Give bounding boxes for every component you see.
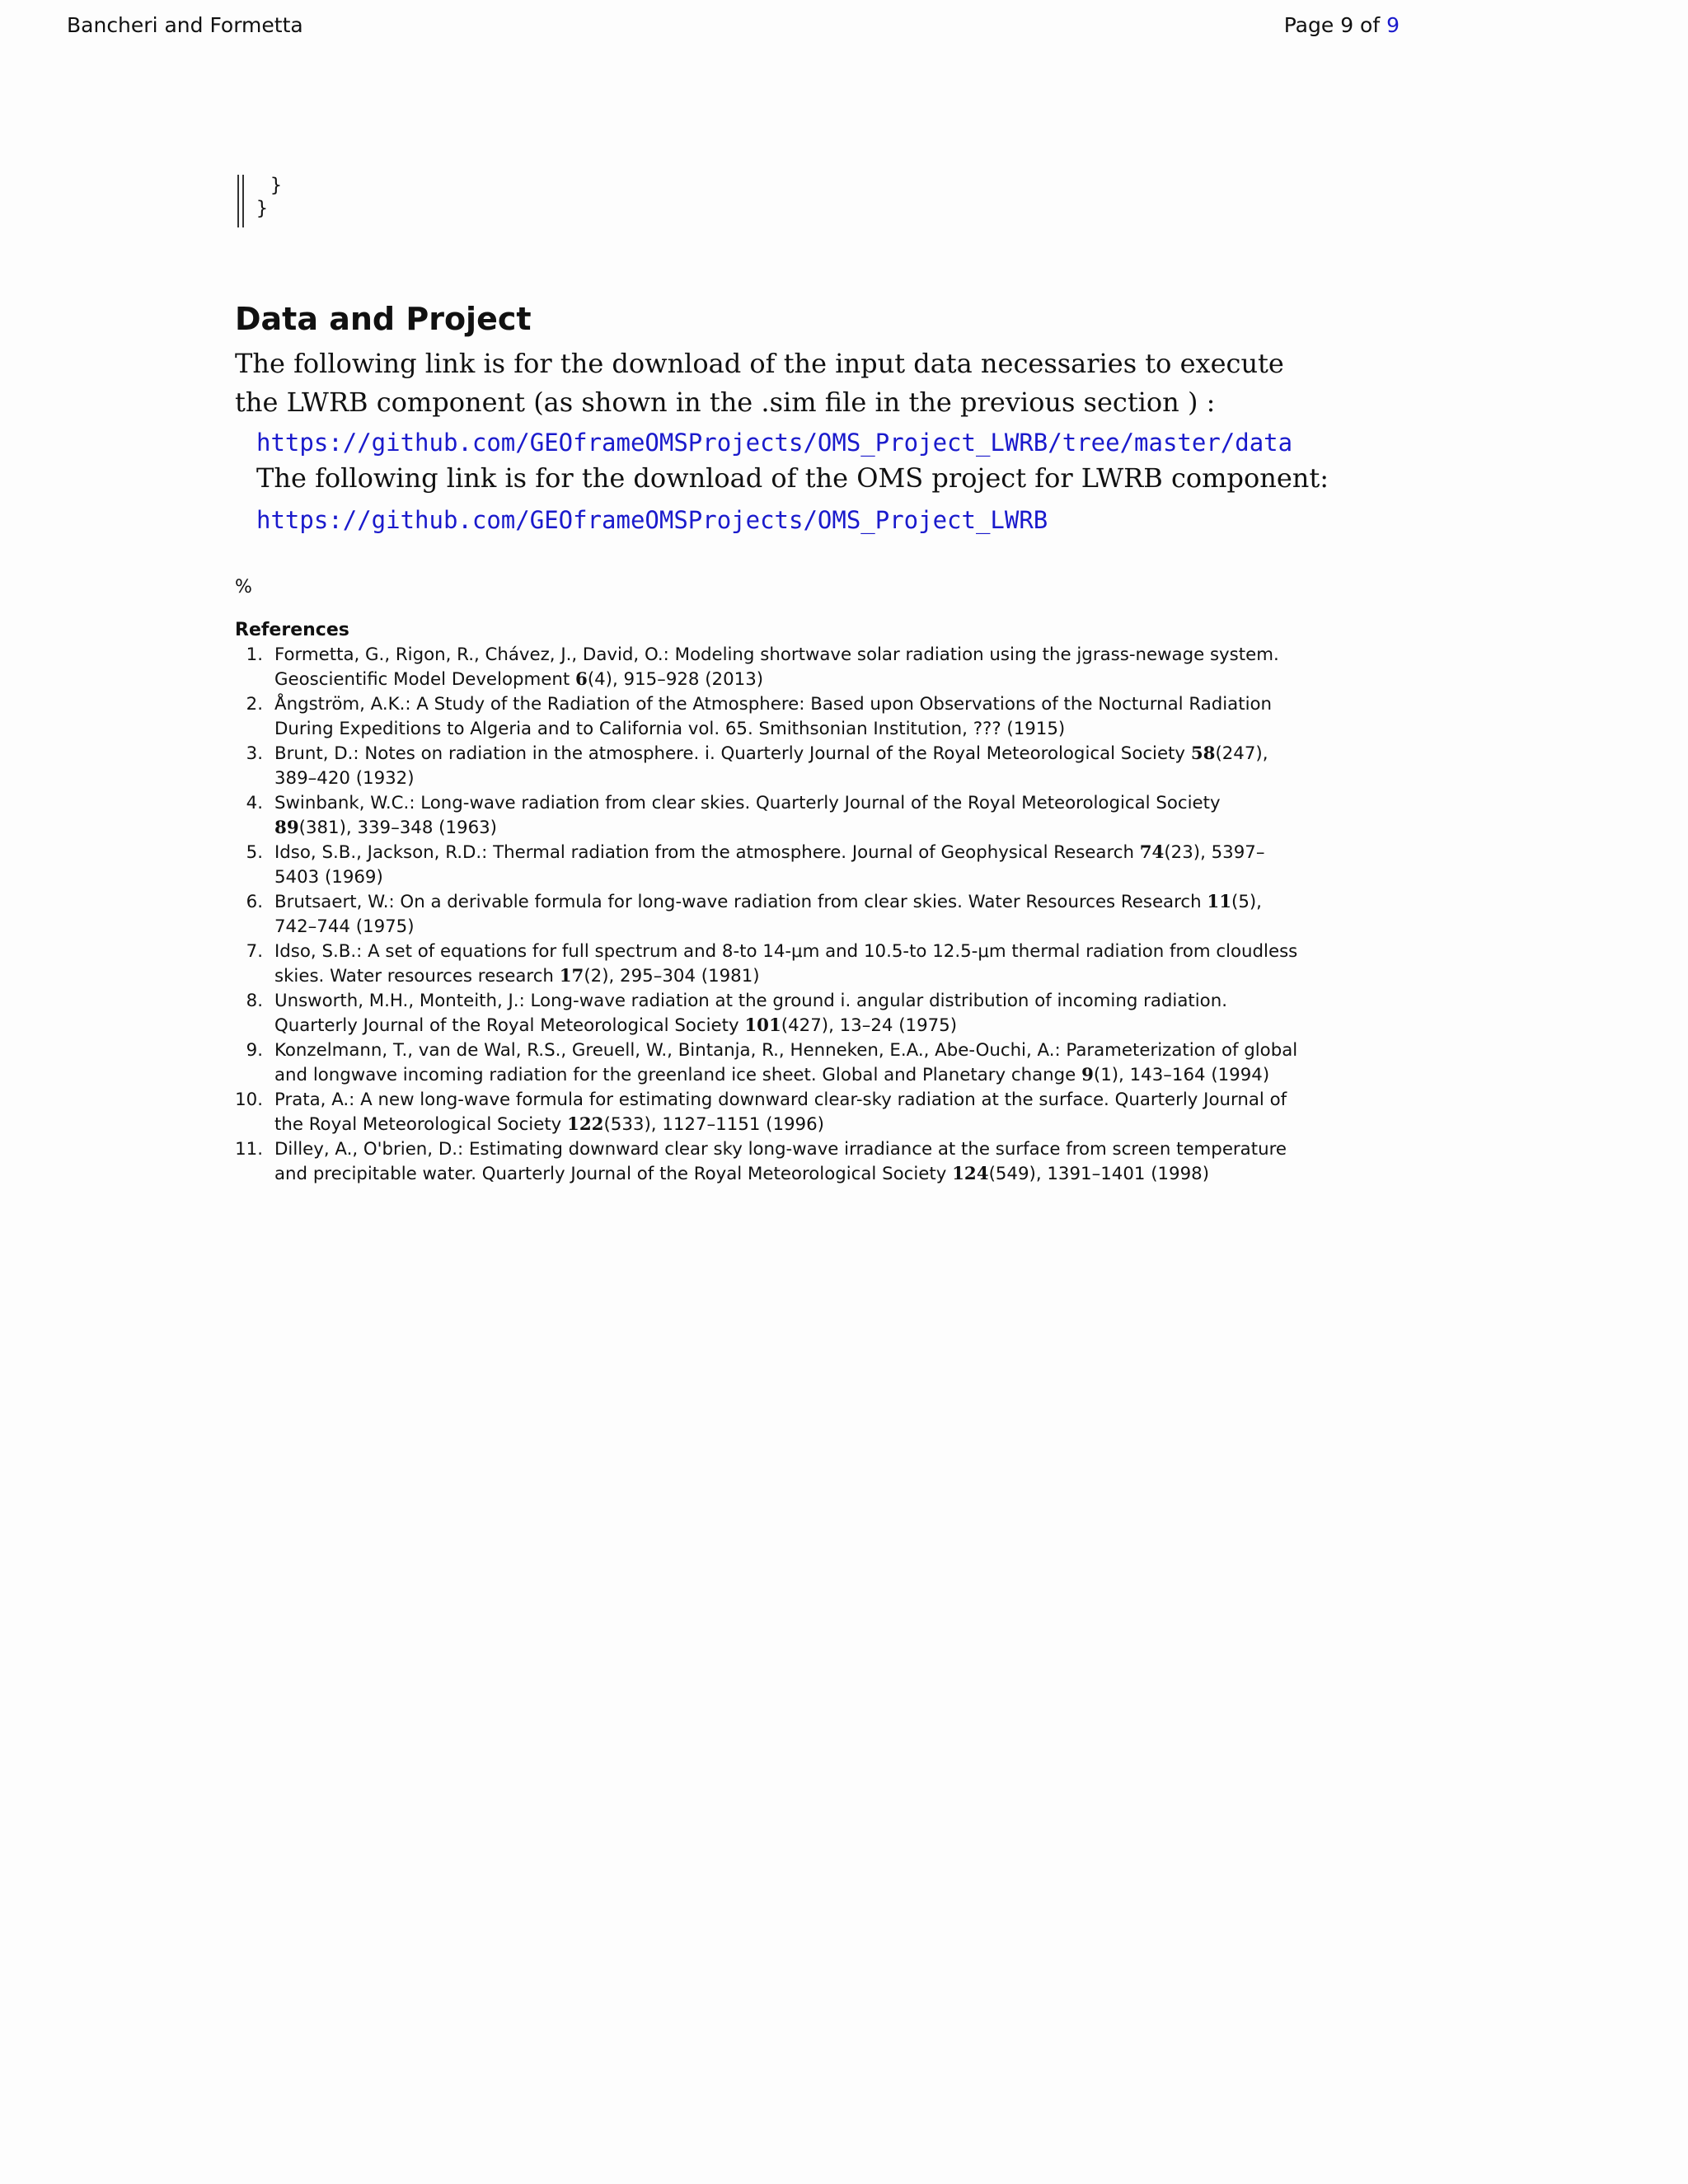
reference-text: Prata, A.: A new long-wave formula for estimating downward clear-sky radiation at the surface. Quarterly Journal of the Royal Meteorological Society	[274, 1090, 1287, 1135]
reference-item	[235, 1137, 1298, 1187]
reference-pages: (23), 5397–5403 (1969)	[274, 842, 1265, 888]
reference-volume: 6	[574, 669, 588, 690]
reference-pages: (533), 1127–1151 (1996)	[603, 1114, 824, 1135]
code-line: }	[270, 175, 282, 196]
reference-number: 2.	[246, 694, 263, 715]
reference-volume: 58	[1190, 743, 1216, 764]
reference-volume: 74	[1139, 842, 1165, 863]
reference-number: 3.	[246, 743, 263, 764]
reference-pages: (5), 742–744 (1975)	[274, 892, 1262, 937]
page-label: Page 9 of	[1283, 13, 1381, 37]
reference-text: Unsworth, M.H., Monteith, J.: Long-wave radiation at the ground i. angular distribution of incoming radiation. Quarterly Journal of the Royal Meteorological Society	[274, 991, 1227, 1036]
reference-item	[235, 890, 1298, 940]
reference-number: 9.	[246, 1040, 263, 1061]
reference-text: Formetta, G., Rigon, R., Chávez, J., David, O.: Modeling shortwave solar radiation using the jgrass-newage system. Geoscientific Model Development	[274, 644, 1279, 690]
reference-number: 11.	[235, 1139, 263, 1160]
reference-item	[235, 989, 1298, 1038]
reference-number: 7.	[246, 941, 263, 962]
data-paragraph: The following link is for the download of the input data necessaries to execute the LWRB component (as shown in the .sim file in the previous section ) :	[235, 348, 1284, 418]
reference-volume: 122	[567, 1114, 604, 1135]
listing-frame-rule	[237, 175, 239, 227]
data-link[interactable]: https://github.com/GEOframeOMSProjects/OMS_Project_LWRB/tree/master/data	[256, 429, 1293, 457]
listing-frame-rule	[242, 175, 244, 227]
reference-pages: (4), 915–928 (2013)	[587, 669, 764, 690]
references-title: References	[235, 620, 349, 640]
reference-volume: 11	[1207, 892, 1232, 912]
project-paragraph: The following link is for the download of the OMS project for LWRB component:	[256, 462, 1329, 494]
reference-volume: 101	[744, 1015, 781, 1036]
reference-pages: (1), 143–164 (1994)	[1093, 1065, 1270, 1085]
reference-number: 4.	[246, 793, 263, 813]
reference-item	[235, 643, 1298, 692]
reference-pages: (2), 295–304 (1981)	[584, 966, 760, 987]
reference-item	[235, 1088, 1298, 1137]
section-title: Data and Project	[235, 301, 532, 337]
reference-item	[235, 692, 1298, 742]
code-line: }	[256, 198, 268, 219]
reference-text: Brunt, D.: Notes on radiation in the atmosphere. i. Quarterly Journal of the Royal Meteorological Society	[274, 743, 1191, 764]
reference-number: 6.	[246, 892, 263, 912]
reference-text: Dilley, A., O'brien, D.: Estimating downward clear sky long-wave irradiance at the surface from screen temperature and precipitable water. Quarterly Journal of the Royal Meteorological Society	[274, 1139, 1287, 1184]
page-total-link[interactable]: 9	[1386, 13, 1400, 37]
reference-list	[235, 643, 1298, 1187]
reference-number: 5.	[246, 842, 263, 863]
percent-line: %	[235, 577, 252, 598]
reference-pages: (247), 389–420 (1932)	[274, 743, 1268, 789]
reference-number: 8.	[246, 991, 263, 1011]
reference-item	[235, 791, 1298, 841]
reference-item	[235, 1038, 1298, 1088]
reference-item	[235, 940, 1298, 989]
reference-text: Idso, S.B., Jackson, R.D.: Thermal radiation from the atmosphere. Journal of Geophysical Research	[274, 842, 1140, 863]
reference-pages: (549), 1391–1401 (1998)	[988, 1164, 1210, 1184]
reference-text: Swinbank, W.C.: Long-wave radiation from clear skies. Quarterly Journal of the Royal Meteorological Society	[274, 793, 1221, 813]
header-authors: Bancheri and Formetta	[67, 13, 303, 37]
project-link[interactable]: https://github.com/GEOframeOMSProjects/OMS_Project_LWRB	[256, 506, 1048, 534]
reference-text: Ångström, A.K.: A Study of the Radiation of the Atmosphere: Based upon Observations of the Nocturnal Radiation During Expeditions to Algeria and to California vol. 65. Smithsonian Institution, ??? (1915)	[274, 694, 1273, 739]
code-listing-end	[236, 171, 285, 227]
reference-volume: 9	[1081, 1065, 1094, 1085]
reference-text: Idso, S.B.: A set of equations for full spectrum and 8-to 14-μm and 10.5-to 12.5-μm thermal radiation from cloudless skies. Water resources research	[274, 941, 1298, 987]
reference-text: Brutsaert, W.: On a derivable formula for long-wave radiation from clear skies. Water Resources Research	[274, 892, 1207, 912]
reference-item	[235, 742, 1298, 791]
reference-item	[235, 841, 1298, 890]
reference-volume: 17	[559, 966, 584, 987]
reference-number: 10.	[235, 1090, 263, 1110]
reference-pages: (427), 13–24 (1975)	[781, 1015, 958, 1036]
reference-pages: (381), 339–348 (1963)	[298, 818, 497, 838]
reference-text: Konzelmann, T., van de Wal, R.S., Greuell, W., Bintanja, R., Henneken, E.A., Abe-Ouchi, A.: Parameterization of global and longwave incoming radiation for the greenland ice sheet. Global and Planetary change	[274, 1040, 1298, 1085]
header-page-number	[1284, 13, 1400, 37]
reference-volume: 124	[952, 1164, 989, 1184]
reference-number: 1.	[246, 644, 263, 665]
reference-volume: 89	[274, 818, 299, 838]
